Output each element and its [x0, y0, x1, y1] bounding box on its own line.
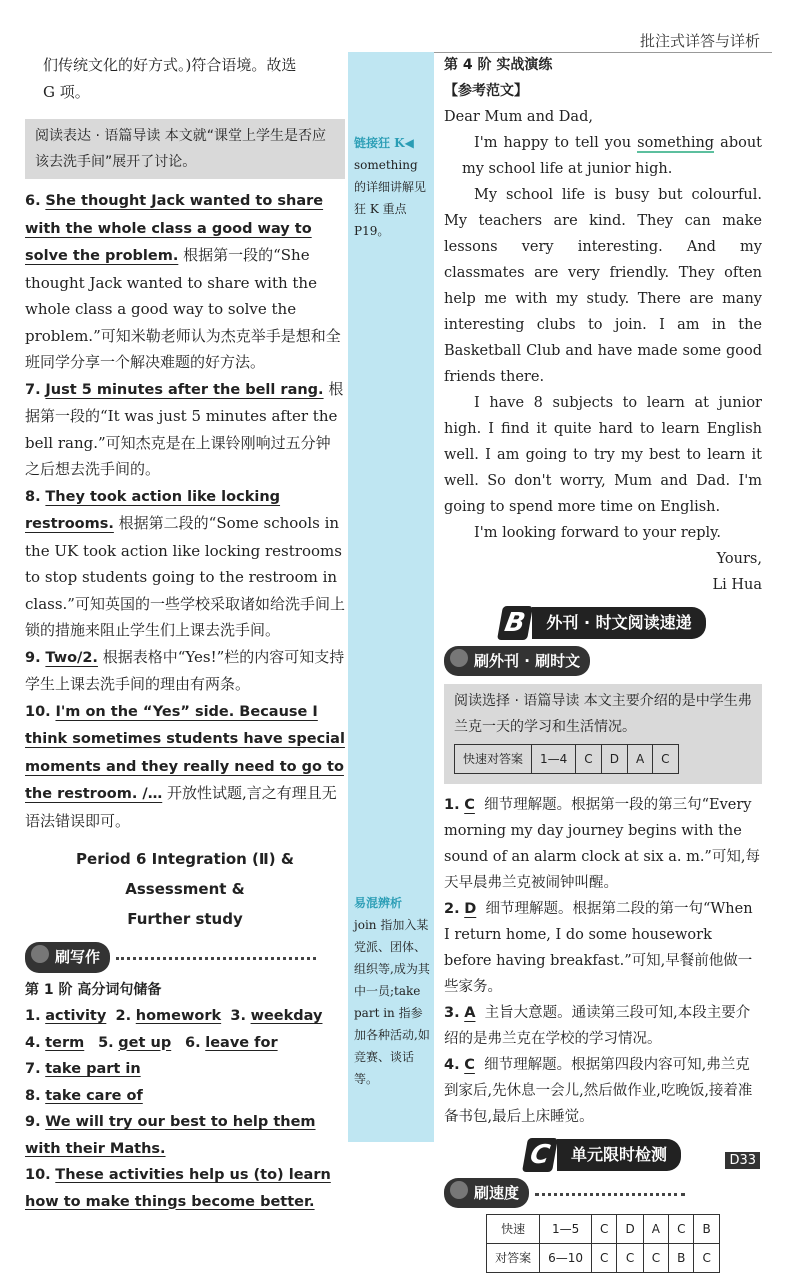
brush-ext-heading: [444, 646, 762, 676]
ra1-explanation: 细节理解题。根据第一段的第三句“Every morning my day journey begins with the sound of an alarm clock at six a. m.”可知,每天早晨弗兰克被闹钟叫醒。: [444, 797, 760, 891]
reading-guide-text: 阅读选择 · 语篇导读 本文主要介绍的是中学生弗兰克一天的学习和生活情况。: [454, 693, 752, 735]
confuse-tag: 易混辨析: [354, 896, 403, 910]
qa1-range: 1—4: [532, 745, 576, 774]
letter-paragraph-4: I'm looking forward to your reply.: [474, 525, 722, 541]
letter-paragraph-1: [444, 130, 762, 182]
ra1-number: 1.: [444, 797, 460, 813]
letter-greeting: Dear Mum and Dad,: [444, 109, 593, 125]
p1-end: about my school life at junior high.: [462, 135, 763, 177]
word-6-number: 6.: [185, 1034, 201, 1051]
answer-8-text: They took action like locking restrooms.: [25, 488, 281, 532]
word-4: term: [45, 1034, 85, 1051]
period-title-line-2: Further study: [127, 910, 243, 928]
quick-answer-table-2: [486, 1214, 720, 1273]
answer-6-number: 6.: [25, 193, 41, 209]
qa2-answer: C: [617, 1244, 643, 1273]
qa2-answer: A: [643, 1215, 668, 1244]
answer-7-number: 7.: [25, 381, 41, 398]
word-row-5: [25, 1109, 345, 1162]
qa1-answer: C: [576, 745, 601, 774]
ra3-choice: A: [464, 1005, 476, 1021]
reading-answer-2: [444, 896, 762, 1000]
word-row-6: [25, 1162, 345, 1215]
answer-8: [25, 483, 345, 644]
qa1-answer: A: [627, 745, 652, 774]
confuse-note: join 指加入某党派、团体、组织等,成为其中一员;take part in 指参加各种活动,如竞赛、谈话等。: [354, 918, 430, 1086]
quick-answer-table-1: [454, 744, 679, 774]
ra2-explanation: 细节理解题。根据第二段的第一句“When I return home, I do some housework before having breakfast.”可知,早餐前他做一些家务。: [444, 901, 753, 995]
ra4-number: 4.: [444, 1057, 460, 1073]
reading-answer-1: [444, 792, 762, 896]
brush-speed-heading: [444, 1178, 762, 1208]
word-row-4: [25, 1083, 345, 1110]
answer-9-explanation: 根据表格中“Yes!”栏的内容可知支持学生上课去洗手间的理由有两条。: [25, 647, 345, 693]
intro-line-1: 们传统文化的好方式。)符合语境。故选: [43, 56, 297, 74]
annotation-strip: [348, 52, 434, 1142]
banner-c-letter: C: [522, 1138, 558, 1172]
qa2-answer: B: [694, 1215, 719, 1244]
left-column: [25, 52, 345, 1215]
brush-write-badge: [25, 942, 110, 973]
word-5-number: 5.: [98, 1034, 114, 1051]
dotted-rule: [535, 1193, 685, 1196]
qa2-answer: C: [643, 1244, 668, 1273]
header-title: 批注式详答与详析: [639, 32, 760, 50]
answer-6-explanation: 根据第一段的“She thought Jack wanted to share with the whole class a good way to solve the problem.”可知米勒老师认为杰克举手是想和全班同学分享一个解决难题的好方法。: [25, 246, 341, 371]
answer-10-explanation: 开放性试题,言之有理且无语法错误即可。: [25, 784, 337, 830]
brush-ext-label: 刷外刊 · 刷时文: [474, 652, 581, 670]
answer-6-text: She thought Jack wanted to share with the whole class a good way to solve the problem.: [25, 193, 324, 264]
word-10: These activities help us (to) learn how to make things become better.: [25, 1167, 331, 1210]
link-tag: 链接狂 K: [354, 136, 405, 150]
brush-write-heading: [25, 942, 345, 973]
qa1-label: 快速对答案: [455, 745, 532, 774]
banner-b-letter: B: [497, 606, 533, 640]
word-3: weekday: [250, 1008, 323, 1024]
word-7-number: 7.: [25, 1061, 41, 1077]
answer-8-explanation: 根据第二段的“Some schools in the UK took action like locking restrooms to stop students going to the restroom in class.”可知英国的一些学校采取诸如给洗手间上锁的措施来阻止学生们上课去洗手间。: [25, 514, 345, 639]
answer-7: [25, 376, 345, 483]
answer-7-explanation: 根据第一段的“It was just 5 minutes after the bell rang.”可知杰克是在上课铃刚响过五分钟之后想去洗手间的。: [25, 379, 344, 478]
right-column: [444, 52, 762, 1279]
brush-write-label: 刷写作: [55, 948, 101, 966]
page-number: D33: [725, 1152, 760, 1169]
banner-b: [444, 606, 762, 640]
letter-paragraph-3: I have 8 subjects to learn at junior high. I find it quite hard to learn English well. I am going to try my best to learn it well. So don't worry, Mum and Dad. I'm going to spend more time on English.: [444, 395, 762, 515]
word-4-number: 4.: [25, 1034, 41, 1051]
word-9: We will try our best to help them with their Maths.: [25, 1114, 316, 1157]
banner-c-title: 单元限时检测: [557, 1139, 681, 1171]
ra4-choice: C: [464, 1057, 475, 1073]
answer-7-text: Just 5 minutes after the bell rang.: [45, 381, 324, 398]
annotation-link: [348, 132, 434, 242]
annotation-confuse: [348, 892, 434, 1090]
reading-answer-3: [444, 1000, 762, 1052]
ra2-number: 2.: [444, 901, 460, 917]
word-6: leave for: [205, 1034, 278, 1051]
brush-speed-label: 刷速度: [474, 1184, 520, 1202]
word-5: get up: [118, 1034, 172, 1051]
word-row-2: [25, 1030, 345, 1057]
answer-10-number: 10.: [25, 703, 51, 720]
qa2-answer: C: [592, 1215, 617, 1244]
p1-start: I'm happy to tell you: [474, 135, 638, 151]
brush-speed-badge: [444, 1178, 529, 1208]
guide-box: 阅读表达 · 语篇导读 本文就“课堂上学生是否应该去洗手间”展开了讨论。: [25, 119, 345, 179]
qa2-answer: B: [669, 1244, 694, 1273]
word-list: [25, 1003, 345, 1215]
qa2-row2-range: 6—10: [540, 1244, 592, 1273]
stage-1-title: 第 1 阶 高分词句储备: [25, 981, 162, 998]
answer-9: [25, 644, 345, 698]
period-title-line-1: Period 6 Integration (Ⅱ) & Assessment &: [76, 850, 294, 898]
word-1: activity: [45, 1008, 107, 1024]
qa1-answer: D: [601, 745, 627, 774]
word-2: homework: [135, 1008, 222, 1024]
intro-line-2: G 项。: [43, 82, 90, 101]
answer-10-text: I'm on the “Yes” side. Because I think sometimes students have special moments and they really need to go to the restroom. /…: [25, 703, 345, 802]
letter-signature: Li Hua: [712, 577, 762, 593]
ra3-number: 3.: [444, 1005, 460, 1021]
brush-ext-badge: [444, 646, 590, 676]
p1-highlight-word: something: [637, 135, 715, 151]
answer-10: [25, 698, 345, 835]
sample-label: 【参考范文】: [444, 83, 528, 99]
answer-9-text: Two/2.: [45, 649, 98, 666]
reading-answer-4: [444, 1052, 762, 1130]
brush-icon: [450, 649, 468, 667]
word-2-number: 2.: [115, 1008, 132, 1024]
letter-paragraph-2: My school life is busy but colourful. My teachers are kind. They can make lessons very interesting. And my classmates are very friendly. They often help me with my study. There are many interesting clubs to join. I am in the Basketball Club and have made some good friends there.: [444, 187, 762, 385]
ra1-choice: C: [464, 797, 475, 813]
page-header: [0, 0, 800, 52]
dotted-rule: [116, 957, 316, 960]
qa2-answer: C: [694, 1244, 719, 1273]
qa2-label-2: 对答案: [487, 1244, 540, 1273]
letter-closing: Yours,: [716, 551, 762, 567]
brush-icon: [31, 945, 49, 963]
word-9-number: 9.: [25, 1114, 41, 1130]
stage-4-title: 第 4 阶 实战演练: [444, 57, 553, 73]
word-1-number: 1.: [25, 1008, 41, 1024]
banner-b-title: 外刊 · 时文阅读速递: [532, 607, 705, 639]
word-7: take part in: [45, 1061, 141, 1077]
answer-8-number: 8.: [25, 488, 41, 505]
banner-c: [444, 1138, 762, 1172]
word-8-number: 8.: [25, 1087, 41, 1104]
qa1-answer: C: [653, 745, 678, 774]
ra2-choice: D: [464, 901, 477, 917]
ra4-explanation: 细节理解题。根据第四段内容可知,弗兰克到家后,先休息一会儿,然后做作业,吃晚饭,接着准备书包,最后上床睡觉。: [444, 1057, 753, 1125]
link-note: something 的详细讲解见狂 K 重点 P19。: [354, 158, 427, 238]
word-10-number: 10.: [25, 1167, 51, 1183]
qa2-answer: C: [592, 1244, 617, 1273]
arrow-left-icon: ◀: [404, 136, 414, 150]
qa2-row1-range: 1—5: [540, 1215, 592, 1244]
ra3-explanation: 主旨大意题。通读第三段可知,本段主要介绍的是弗兰克在学校的学习情况。: [444, 1005, 751, 1047]
word-row-3: [25, 1056, 345, 1083]
word-3-number: 3.: [230, 1008, 246, 1024]
brush-icon: [450, 1181, 468, 1199]
qa2-answer: D: [617, 1215, 643, 1244]
word-8: take care of: [45, 1087, 143, 1104]
word-row-1: [25, 1003, 345, 1030]
reading-guide-box: [444, 684, 762, 784]
qa2-answer: C: [669, 1215, 694, 1244]
answer-6: [25, 187, 345, 376]
qa2-label-1: 快速: [487, 1215, 540, 1244]
answer-9-number: 9.: [25, 649, 41, 666]
